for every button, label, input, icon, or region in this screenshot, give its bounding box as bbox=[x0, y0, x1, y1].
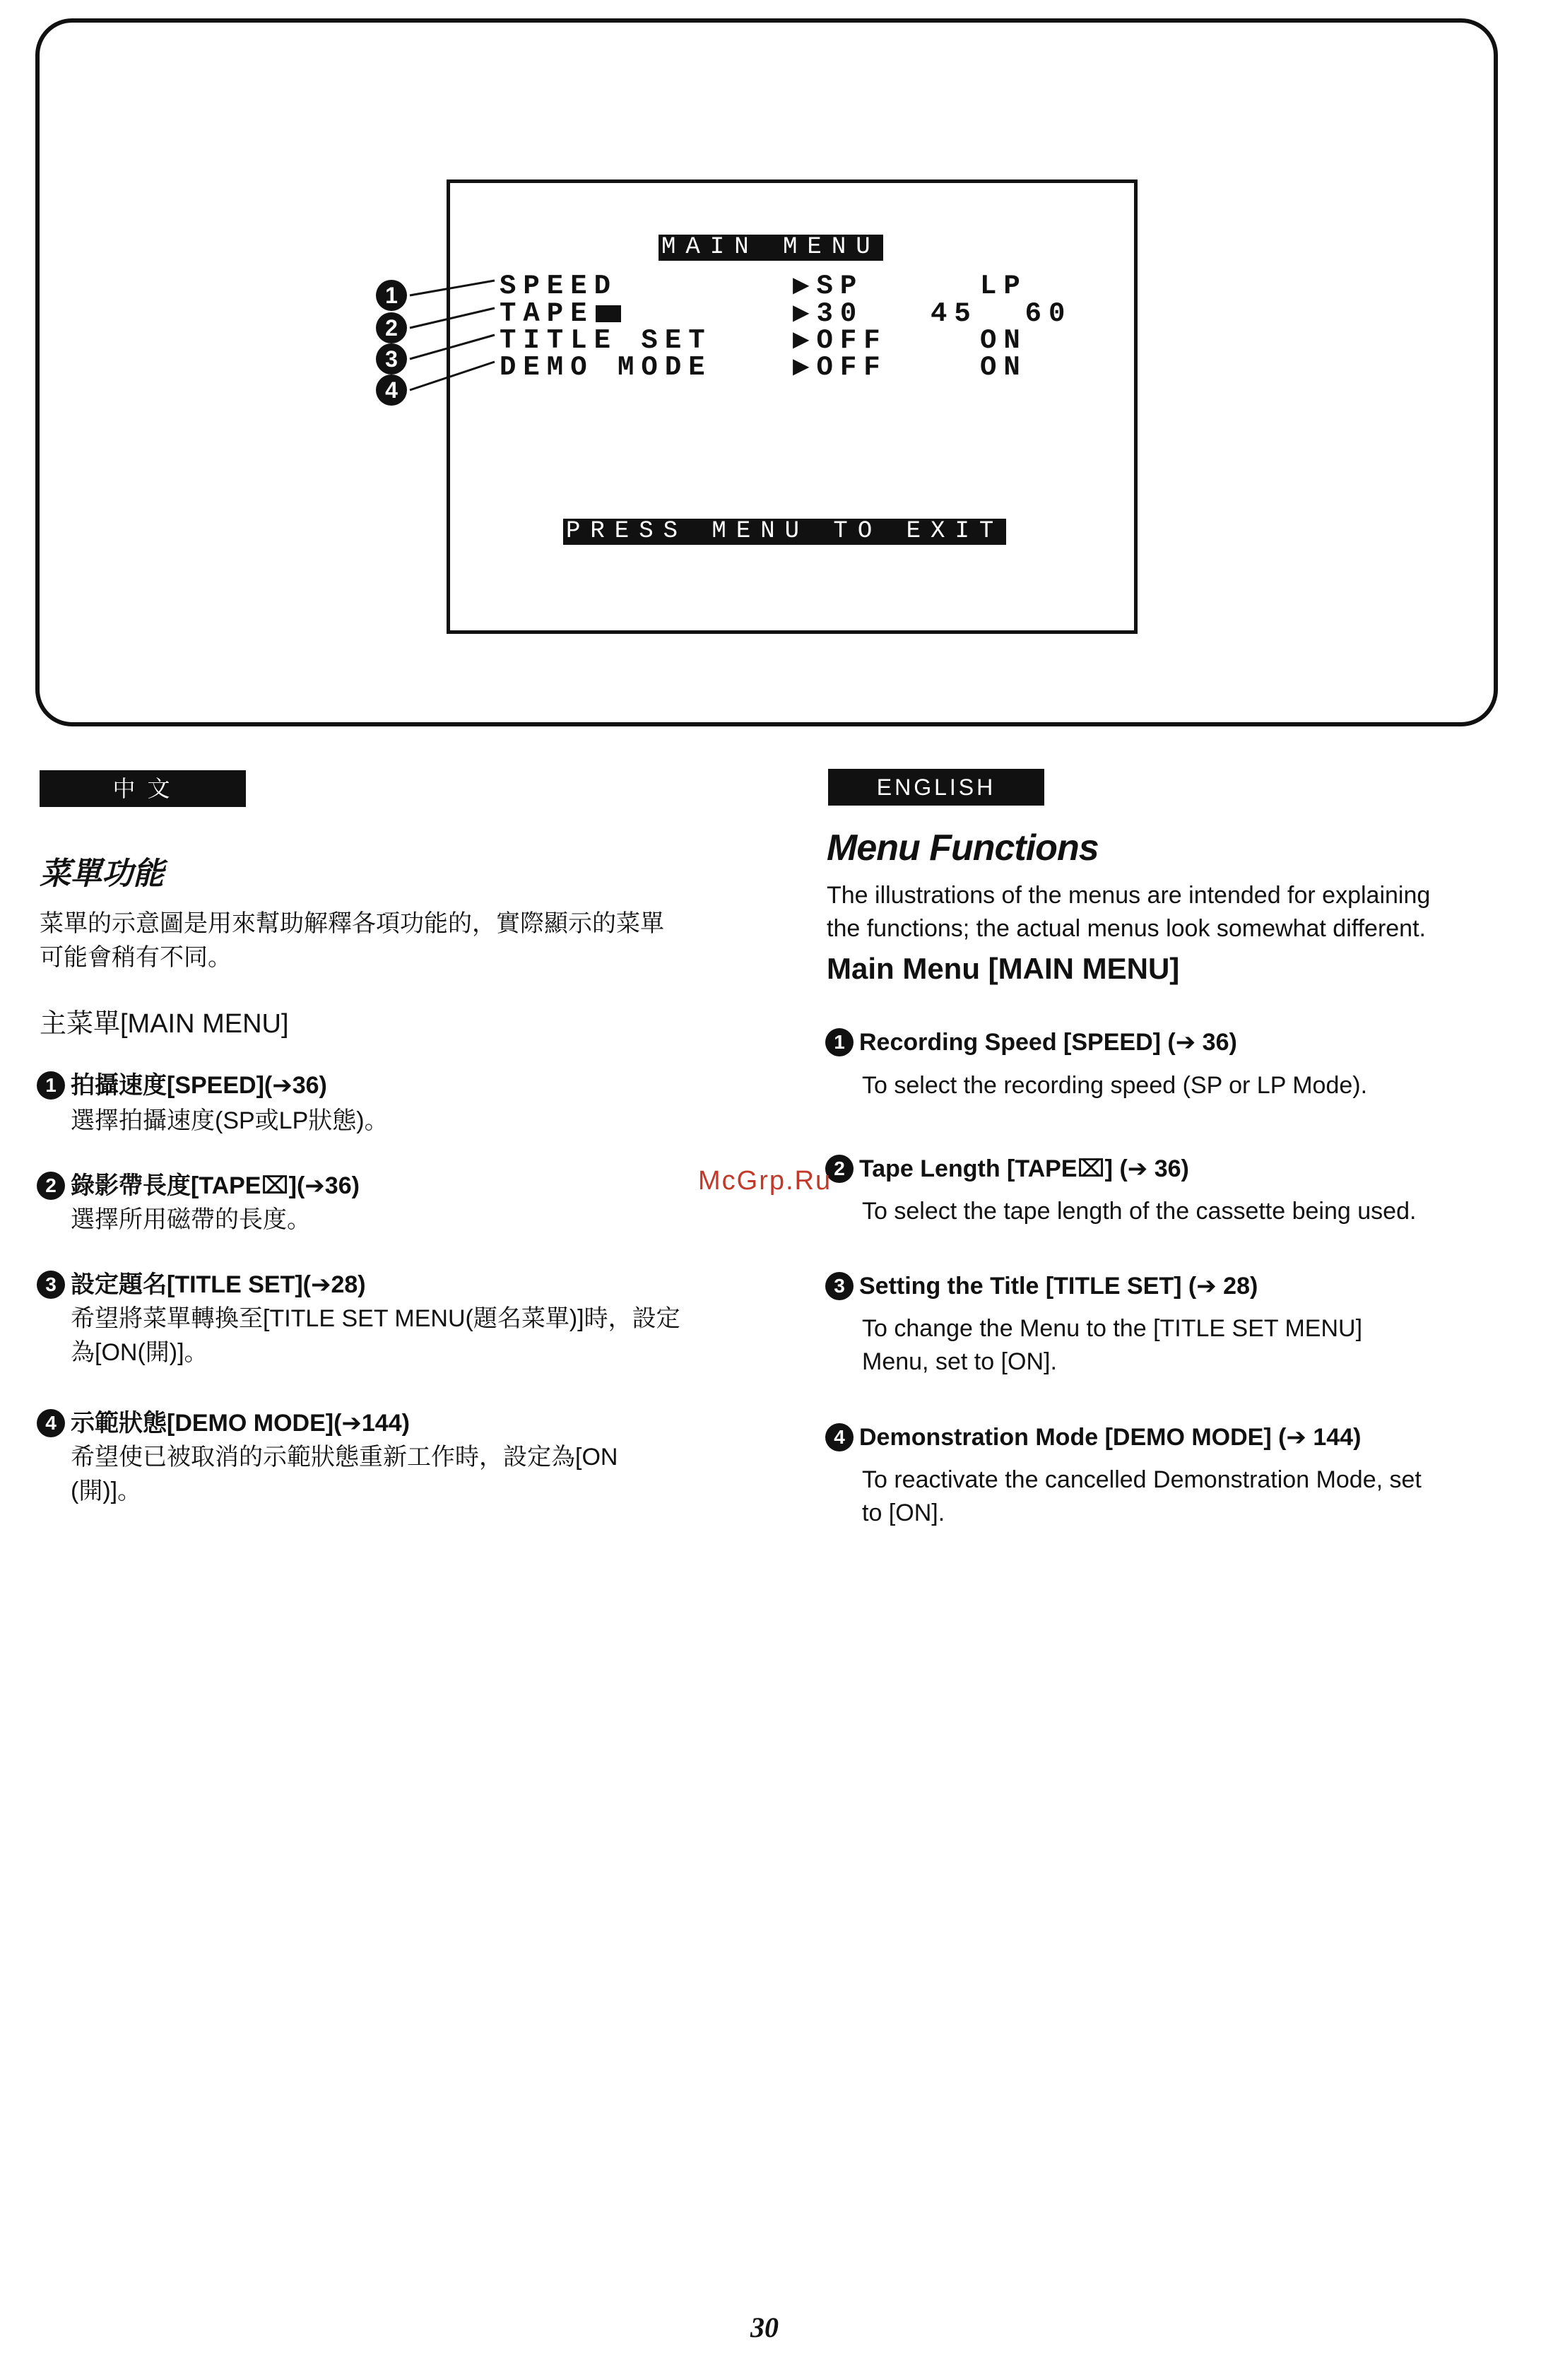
leader-line-3 bbox=[410, 335, 495, 359]
chinese-item-3-desc-1: 希望將菜單轉換至[TITLE SET MENU(題名菜單)]時，設定 bbox=[71, 1305, 680, 1332]
chinese-language-tag: 中 文 bbox=[40, 770, 246, 807]
english-language-tag: ENGLISH bbox=[828, 769, 1044, 806]
english-item-2-title-text: Tape Length [TAPE⌧] (➔ 36) bbox=[859, 1155, 1189, 1182]
english-item-1-title-text: Recording Speed [SPEED] (➔ 36) bbox=[859, 1029, 1237, 1056]
english-subheading: Main Menu [MAIN MENU] bbox=[827, 952, 1180, 985]
callout-1: 1 bbox=[376, 280, 407, 311]
chinese-item-4-title bbox=[37, 1403, 410, 1438]
osd-footer: PRESS MENU TO EXIT bbox=[563, 519, 1006, 545]
osd-row-tape-label: TAPE bbox=[500, 298, 594, 329]
english-item-1-desc: To select the recording speed (SP or LP Mode). bbox=[862, 1072, 1368, 1099]
osd-row-tape-value: ▶30 bbox=[793, 298, 864, 329]
english-item-3-title-text: Setting the Title [TITLE SET] (➔ 28) bbox=[859, 1273, 1258, 1300]
chinese-item-2-title-text: 錄影帶長度[TAPE⌧](➔36) bbox=[71, 1172, 360, 1199]
callout-leader-lines bbox=[0, 0, 1541, 735]
number-badge-2: 2 bbox=[825, 1155, 854, 1183]
english-item-3-desc-2: Menu, set to [ON]. bbox=[862, 1348, 1057, 1375]
leader-line-4 bbox=[410, 362, 495, 390]
english-item-4-desc-2: to [ON]. bbox=[862, 1500, 945, 1526]
number-badge-4: 4 bbox=[825, 1423, 854, 1451]
chinese-item-4-desc-1: 希望使已被取消的示範狀態重新工作時，設定為[ON bbox=[71, 1444, 618, 1471]
osd-row-demo-label: DEMO MODE bbox=[500, 352, 712, 383]
chinese-item-1-desc: 選擇拍攝速度(SP或LP狀態)。 bbox=[71, 1107, 389, 1134]
callout-3: 3 bbox=[376, 343, 407, 375]
chinese-item-2-title bbox=[37, 1166, 360, 1201]
number-badge-3: 3 bbox=[37, 1271, 65, 1299]
leader-line-2 bbox=[410, 308, 495, 328]
number-badge-1: 1 bbox=[825, 1028, 854, 1056]
number-badge-3: 3 bbox=[825, 1272, 854, 1300]
callout-4: 4 bbox=[376, 375, 407, 406]
chinese-item-1-title bbox=[37, 1066, 327, 1100]
osd-row-speed-options: LP bbox=[980, 271, 1027, 302]
chinese-item-3-title-text: 設定題名[TITLE SET](➔28) bbox=[71, 1271, 366, 1298]
english-item-1-title bbox=[825, 1028, 1237, 1056]
osd-row-tape-options: 45 60 bbox=[931, 298, 1073, 329]
number-badge-1: 1 bbox=[37, 1071, 65, 1100]
chinese-intro-line-1: 菜單的示意圖是用來幫助解釋各項功能的，實際顯示的菜單 bbox=[40, 910, 664, 937]
osd-row-demo-options: ON bbox=[980, 352, 1027, 383]
osd-row-speed-label: SPEED bbox=[500, 271, 618, 302]
chinese-heading: 菜單功能 bbox=[40, 856, 164, 891]
osd-row-speed-value: ▶SP bbox=[793, 271, 864, 302]
english-item-4-title-text: Demonstration Mode [DEMO MODE] (➔ 144) bbox=[859, 1424, 1362, 1451]
english-item-2-desc: To select the tape length of the cassette being used. bbox=[862, 1198, 1417, 1225]
osd-row-title-value: ▶OFF bbox=[793, 325, 887, 356]
english-heading: Menu Functions bbox=[827, 827, 1099, 868]
number-badge-2: 2 bbox=[37, 1172, 65, 1200]
callout-2: 2 bbox=[376, 312, 407, 343]
english-item-2-title bbox=[825, 1155, 1189, 1183]
chinese-subheading: 主菜單[MAIN MENU] bbox=[40, 1009, 289, 1039]
english-intro-line-2: the functions; the actual menus look somewhat different. bbox=[827, 915, 1426, 942]
english-item-3-title bbox=[825, 1272, 1258, 1300]
chinese-intro-line-2: 可能會稍有不同。 bbox=[40, 944, 232, 971]
osd-row-title-options: ON bbox=[980, 325, 1027, 356]
osd-menu-title: MAIN MENU bbox=[659, 235, 883, 261]
chinese-item-3-title bbox=[37, 1265, 366, 1300]
watermark: McGrp.Ru bbox=[698, 1166, 832, 1196]
osd-row-title-label: TITLE SET bbox=[500, 325, 712, 356]
chinese-item-4-desc-2: (開)]。 bbox=[71, 1478, 142, 1504]
english-intro-line-1: The illustrations of the menus are intended for explaining bbox=[827, 882, 1431, 909]
chinese-item-4-title-text: 示範狀態[DEMO MODE](➔144) bbox=[71, 1410, 410, 1437]
english-item-3-desc-1: To change the Menu to the [TITLE SET MENU] bbox=[862, 1315, 1363, 1342]
osd-row-demo-value: ▶OFF bbox=[793, 352, 887, 383]
number-badge-4: 4 bbox=[37, 1409, 65, 1437]
leader-line-1 bbox=[410, 281, 495, 295]
page-number: 30 bbox=[750, 2311, 779, 2343]
english-item-4-title bbox=[825, 1423, 1361, 1451]
chinese-item-1-title-text: 拍攝速度[SPEED](➔36) bbox=[71, 1072, 327, 1099]
chinese-item-3-desc-2: 為[ON(開)]。 bbox=[71, 1339, 208, 1366]
english-item-4-desc-1: To reactivate the cancelled Demonstration Mode, set bbox=[862, 1466, 1422, 1493]
chinese-item-2-desc: 選擇所用磁帶的長度。 bbox=[71, 1206, 311, 1233]
